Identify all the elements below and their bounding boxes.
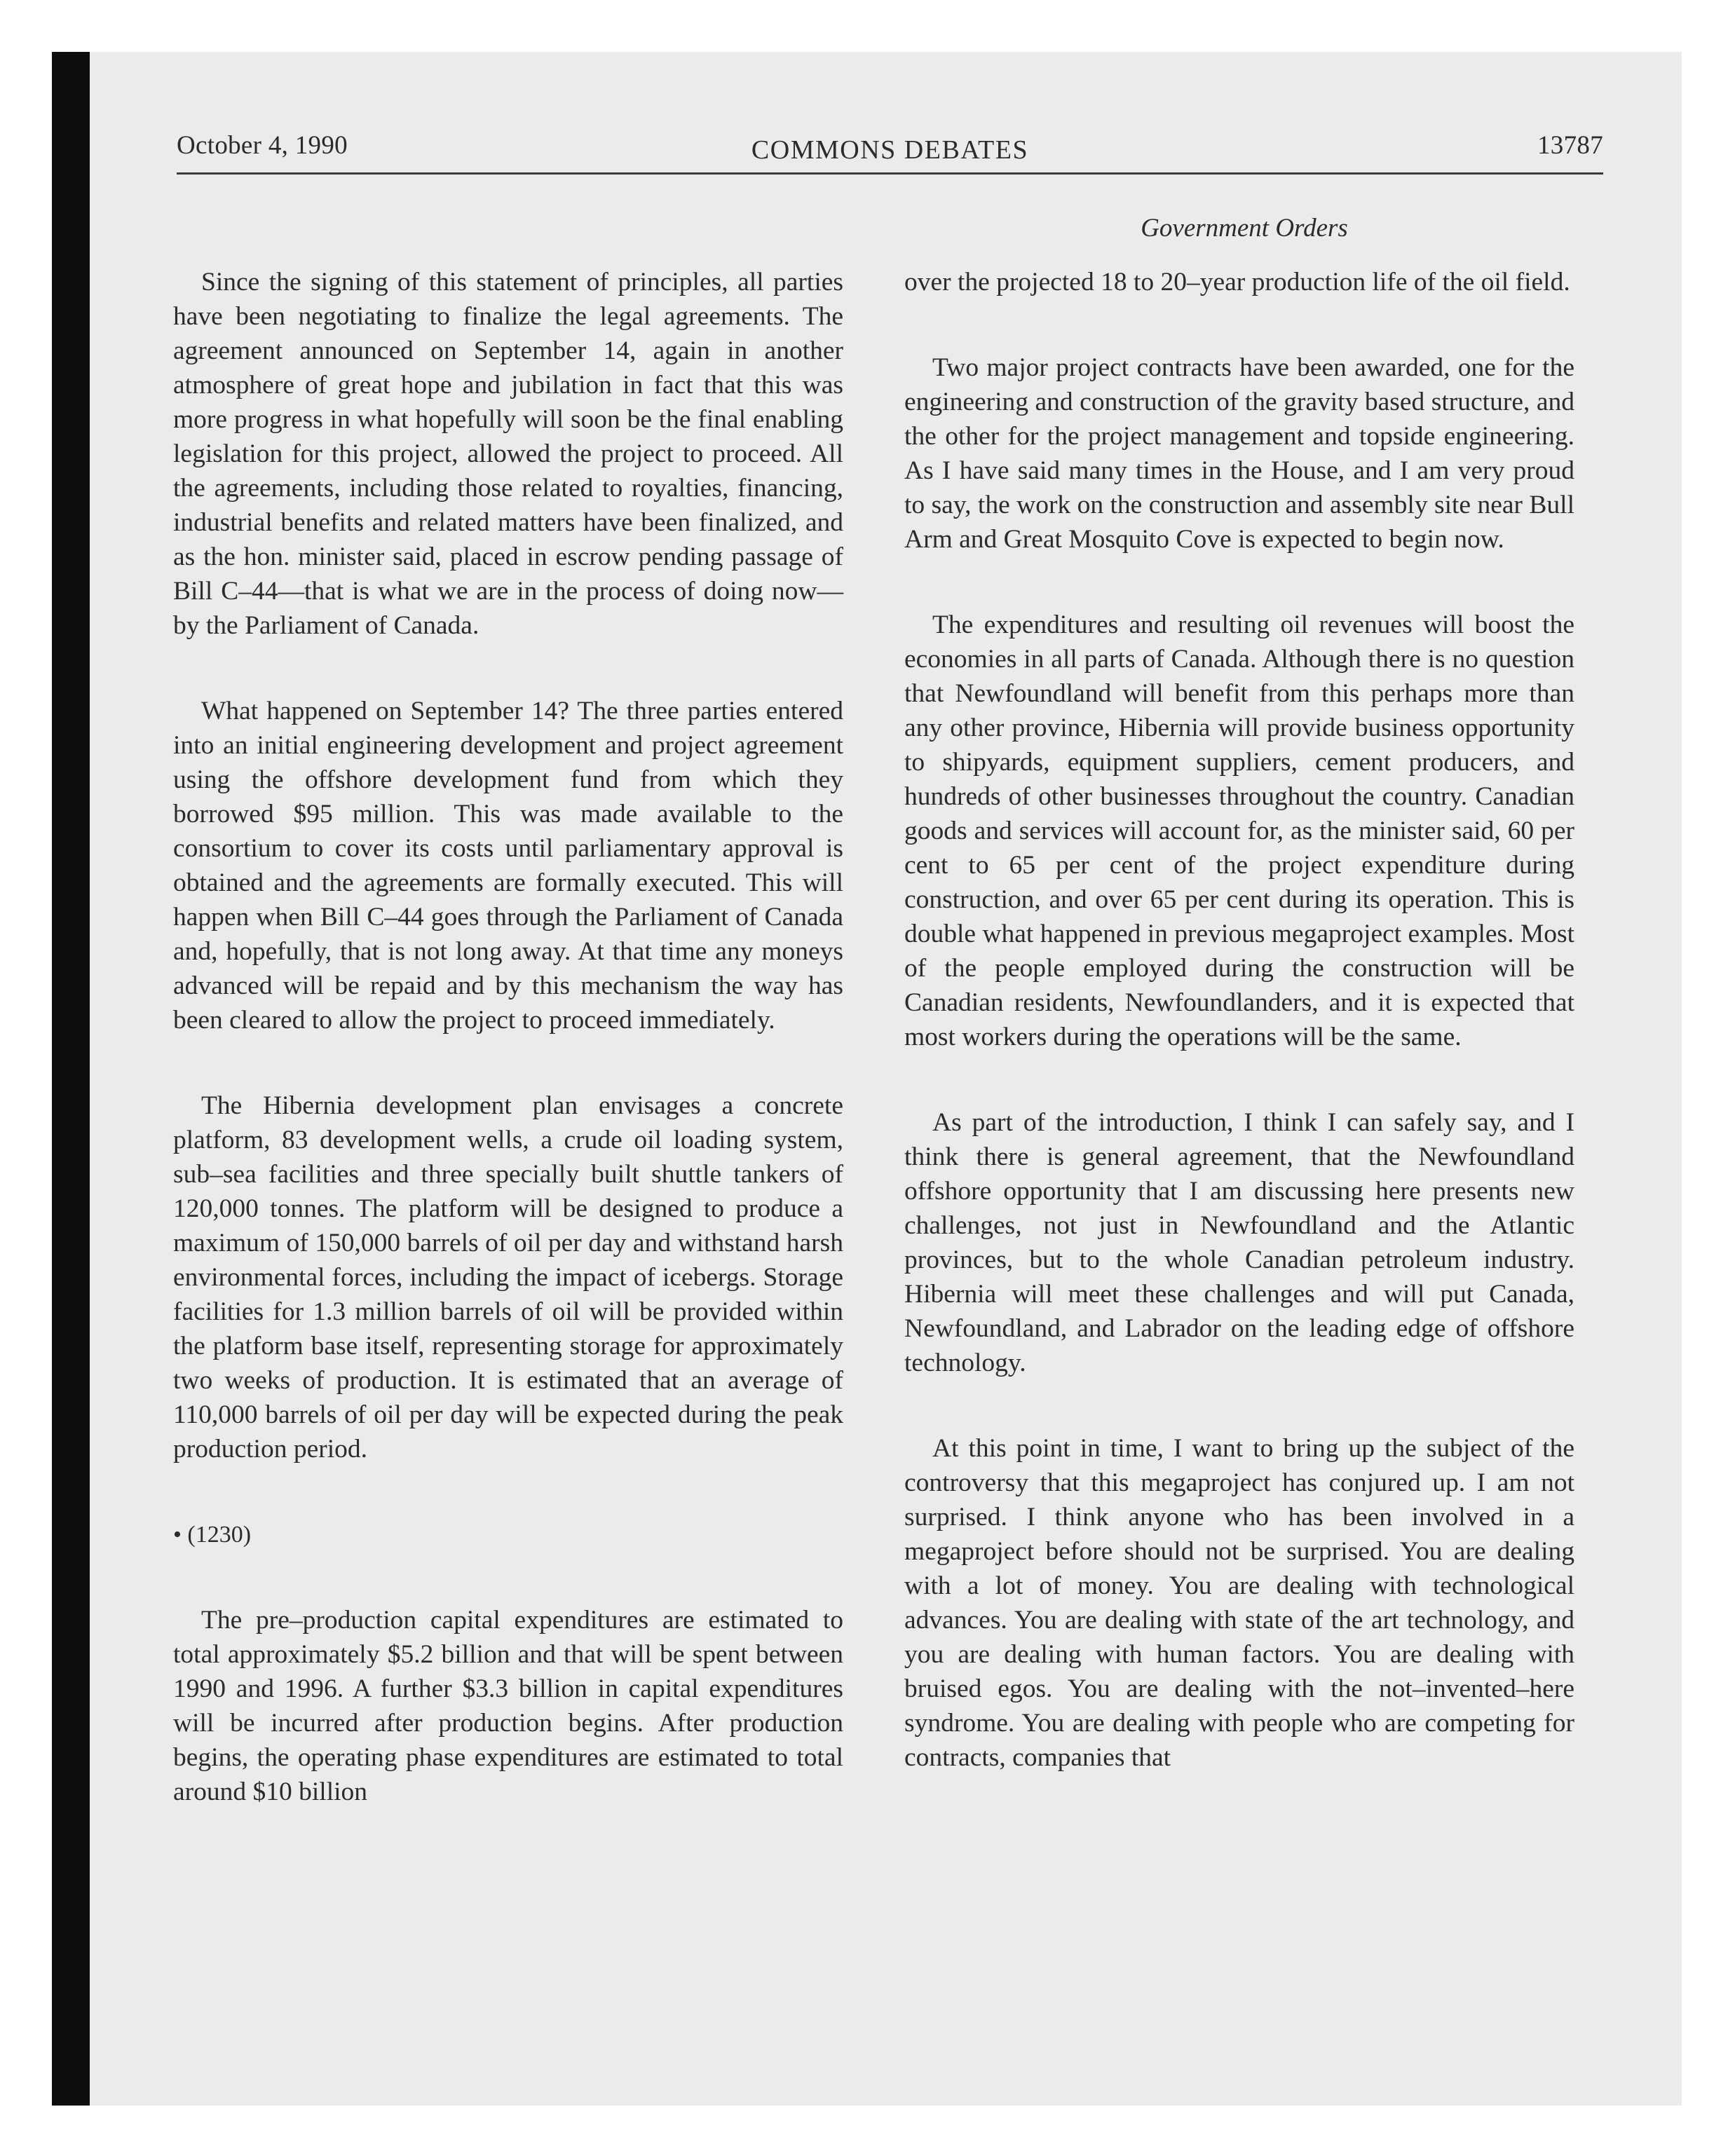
right-column — [904, 265, 1574, 1775]
header-page-number: 13787 — [1537, 131, 1603, 160]
paragraph: Since the signing of this statement of principles, all parties have been negotiating to finalize the legal agreements. The agreement announced on September 14, again in another atmosphere of great hope and jubilation in fact that this was more progress in what hopefully will soon be the final enabling legislation for this project, allowed the project to proceed. All the agreements, including those related to royalties, financing, industrial benefits and related matters have been finalized, and as the hon. minister said, placed in escrow pending passage of Bill C–44—that is what we are in the process of doing now—by the Parliament of Canada. — [173, 268, 843, 640]
paragraph: The expenditures and resulting oil revenues will boost the economies in all parts of Canada. Although there is no question that Newfoundland will benefit from this perhaps more than any other province, Hibernia will provide business opportunity to shipyards, equipment suppliers, cement producers, and hundreds of other businesses throughout the country. Canadian goods and services will account for, as the minister said, 60 per cent to 65 per cent of the project expenditure during construction, and over 65 per cent during its operation. This is double what happened in previous megaproject examples. Most of the people employed during the construction will be Canadian residents, Newfoundlanders, and it is expected that most workers during the operations will be the same. — [904, 610, 1574, 1051]
paragraph: The Hibernia development plan envisages a concrete platform, 83 development wells, a crude oil loading system, sub–sea facilities and three specially built shuttle tankers of 120,000 tonnes. The platform will be designed to produce a maximum of 150,000 barrels of oil per day and withstand harsh environmental forces, including the impact of icebergs. Storage facilities for 1.3 million barrels of oil will be provided within the platform base itself, representing storage for approximately two weeks of production. It is estimated that an average of 110,000 barrels of oil per day will be expected during the peak production period. — [173, 1091, 843, 1464]
left-column — [173, 265, 843, 1809]
section-label: Government Orders — [1141, 214, 1348, 243]
paragraph: As part of the introduction, I think I can safely say, and I think there is general agreement, that the Newfoundland offshore opportunity that I am discussing here presents new challenges, not just in Newfoundland and the Atlantic provinces, but to the whole Canadian petroleum industry. Hibernia will meet these challenges and will put Canada, Newfoundland, and Labrador on the leading edge of offshore technology. — [904, 1108, 1574, 1377]
paragraph: At this point in time, I want to bring up the subject of the controversy that this megaproject has conjured up. I am not surprised. I think anyone who has been involved in a megaproject before should not be surprised. You are dealing with a lot of money. You are dealing with technological advances. You are dealing with state of the art technology, and you are dealing with human factors. You are dealing with bruised egos. You are dealing with the not–invented–here syndrome. You are dealing with people who are competing for contracts, companies that — [904, 1434, 1574, 1772]
paragraph: over the projected 18 to 20–year production life of the oil field. — [904, 268, 1570, 296]
binding-edge — [52, 52, 90, 2106]
header-title: COMMONS DEBATES — [751, 135, 1029, 165]
paragraph: The pre–production capital expenditures are estimated to total approximately $5.2 billion and that will be spent between 1990 and 1996. A further $3.3 billion in capital expenditures will be incurred after production begins. After production begins, the operating phase expenditures are estimated to total around $10 billion — [173, 1606, 843, 1806]
header-rule — [177, 172, 1603, 175]
page-header — [177, 130, 1603, 172]
paragraph: Two major project contracts have been awarded, one for the engineering and construction of the gravity based structure, and the other for the project management and topside engineering. As I have said many times in the House, and I am very proud to say, the work on the construction and assembly site near Bull Arm and Great Mosquito Cove is expected to begin now. — [904, 353, 1574, 554]
header-date: October 4, 1990 — [177, 131, 348, 160]
time-marker: • (1230) — [173, 1522, 252, 1548]
paragraph: What happened on September 14? The three parties entered into an initial engineering development and project agreement using the offshore development fund from which they borrowed $95 million. This was made available to the consortium to cover its costs until parliamentary approval is obtained and the agreements are formally executed. This will happen when Bill C–44 goes through the Parliament of Canada and, hopefully, that is not long away. At that time any moneys advanced will be repaid and by this mechanism the way has been cleared to allow the project to proceed immediately. — [173, 697, 843, 1035]
